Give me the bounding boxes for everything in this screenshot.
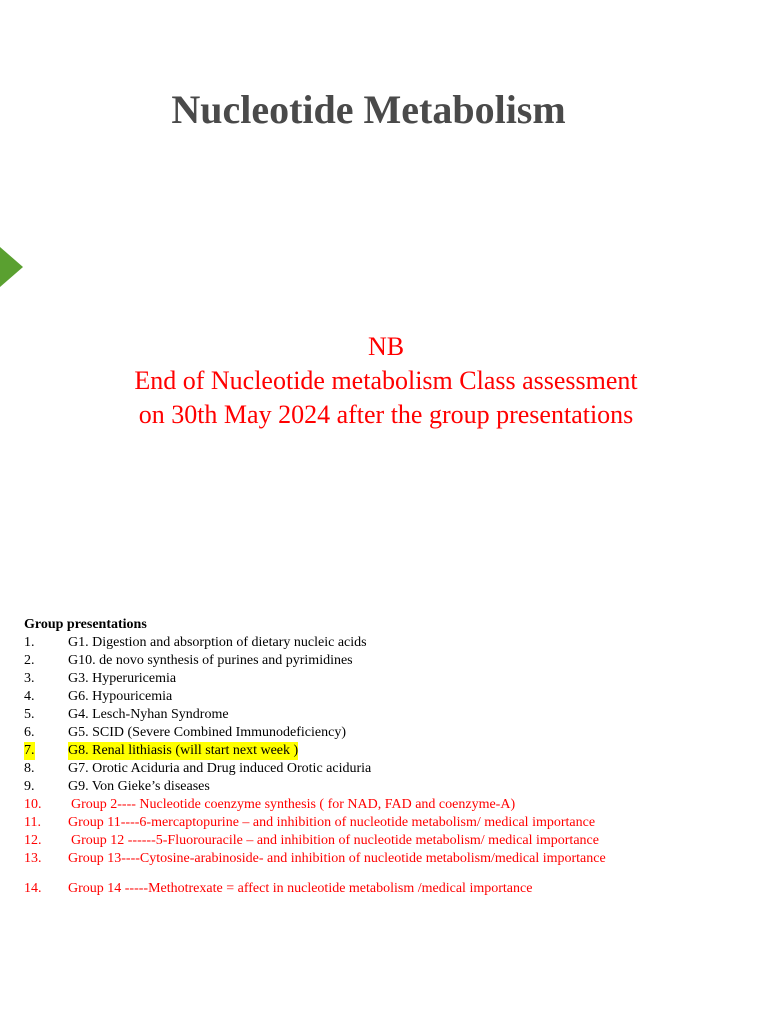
item-text: G3. Hyperuricemia: [68, 671, 177, 686]
list-item: [24, 652, 744, 670]
list-item: [24, 724, 744, 742]
list-item: [24, 832, 744, 850]
list-item: [24, 634, 744, 652]
list-item: [24, 778, 744, 796]
item-text: Group 2---- Nucleotide coenzyme synthesis ( for NAD, FAD and coenzyme-A): [71, 797, 516, 812]
item-number: 2.: [24, 653, 35, 668]
notice-line-2: on 30th May 2024 after the group presentations: [138, 400, 634, 429]
item-text: Group 13----Cytosine-arabinoside- and inhibition of nucleotide metabolism/medical importance: [68, 851, 606, 866]
list-item: [24, 760, 744, 778]
notice-line-1: End of Nucleotide metabolism Class assessment: [134, 366, 638, 395]
item-text: G6. Hypouricemia: [68, 689, 173, 704]
item-number: 12.: [24, 833, 42, 848]
item-number: 6.: [24, 725, 35, 740]
list-item: [24, 688, 744, 706]
list-heading: Group presentations: [24, 617, 147, 632]
item-number: 11.: [24, 815, 41, 830]
item-number: 3.: [24, 671, 35, 686]
play-arrow-icon[interactable]: [0, 247, 23, 287]
item-text: G1. Digestion and absorption of dietary nucleic acids: [68, 635, 367, 650]
item-number: 9.: [24, 779, 35, 794]
list-item: [24, 796, 744, 814]
group-presentations-list: [24, 616, 744, 898]
item-text: Group 11----6-mercaptopurine – and inhibition of nucleotide metabolism/ medical importance: [68, 815, 596, 830]
item-text: G5. SCID (Severe Combined Immunodeficiency): [68, 725, 346, 740]
item-number: 5.: [24, 707, 35, 722]
list-item: [24, 850, 744, 868]
item-number: 1.: [24, 635, 35, 650]
item-number: 4.: [24, 689, 35, 704]
item-number: 10.: [24, 797, 42, 812]
item-number: 13.: [24, 851, 42, 866]
item-text: G10. de novo synthesis of purines and pyrimidines: [68, 653, 353, 668]
item-text: G7. Orotic Aciduria and Drug induced Orotic aciduria: [68, 761, 372, 776]
list-item: [24, 814, 744, 832]
list-item: [24, 670, 744, 688]
item-text: G9. Von Gieke’s diseases: [68, 779, 210, 794]
item-text: G8. Renal lithiasis (will start next week ): [68, 743, 299, 758]
item-number: 8.: [24, 761, 35, 776]
list-item: [24, 706, 744, 724]
item-number: 7.: [24, 743, 35, 758]
list-item: [24, 880, 744, 898]
assessment-notice: [0, 330, 768, 432]
list-item-highlighted: [24, 742, 744, 760]
page-title: Nucleotide Metabolism: [171, 87, 566, 132]
list-spacer: [24, 868, 744, 880]
item-text: Group 12 ------5-Fluorouracile – and inhibition of nucleotide metabolism/ medical importance: [71, 833, 599, 848]
notice-nb: NB: [367, 332, 405, 361]
item-text: G4. Lesch-Nyhan Syndrome: [68, 707, 229, 722]
item-number: 14.: [24, 881, 42, 896]
item-text: Group 14 -----Methotrexate = affect in nucleotide metabolism /medical importance: [68, 881, 533, 896]
